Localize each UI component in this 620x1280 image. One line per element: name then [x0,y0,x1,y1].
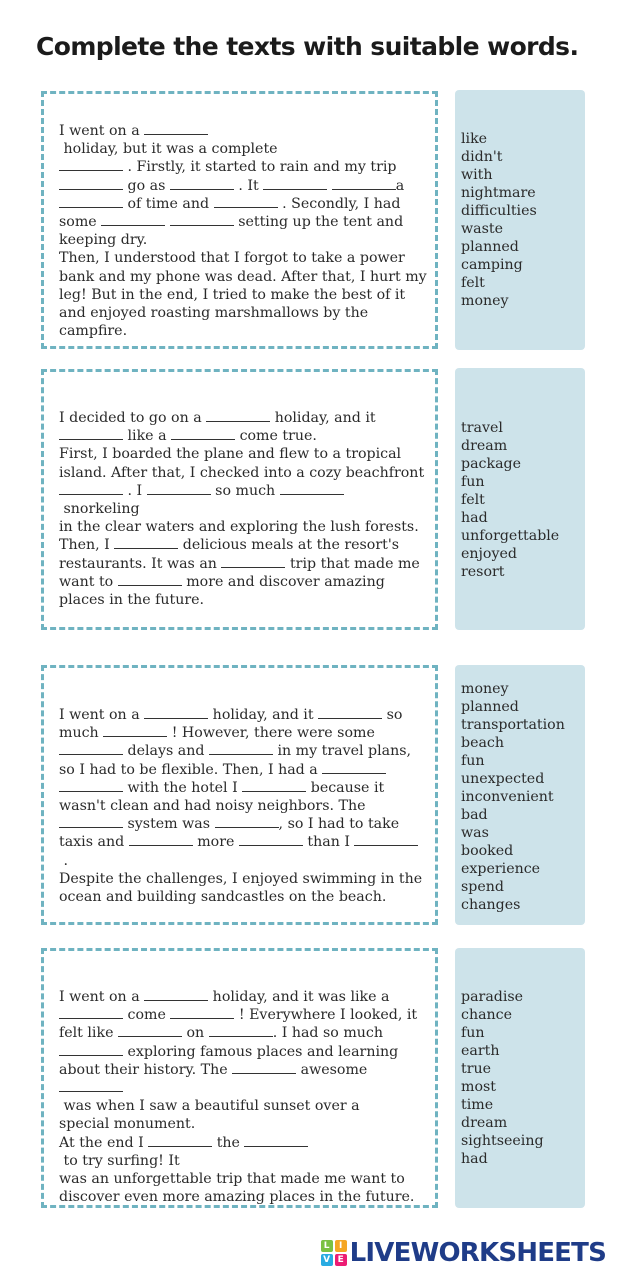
answer-blank[interactable] [59,427,123,440]
text-line [59,409,423,427]
exercise-text-2 [59,409,423,609]
word-option[interactable]: bad [461,807,488,823]
word-option[interactable]: didn't [461,149,503,165]
text-line [59,1115,423,1133]
text-segment: was when I saw a beautiful sunset over a [59,1098,360,1115]
answer-blank[interactable] [214,195,278,208]
word-option[interactable]: inconvenient [461,789,554,805]
word-option[interactable]: dream [461,438,508,454]
answer-blank[interactable] [59,1043,123,1056]
text-segment: ocean and building sandcastles on the beach. [59,889,387,906]
text-box-3 [41,665,438,925]
text-line [59,1079,423,1115]
text-line [59,195,423,213]
answer-blank[interactable] [59,177,123,190]
text-line [59,573,423,591]
text-segment: much [59,725,104,742]
answer-blank[interactable] [263,177,327,190]
answer-blank[interactable] [147,482,211,495]
text-line [59,888,423,906]
text-segment: to try surfing! It [59,1152,180,1169]
word-option[interactable]: planned [461,699,519,715]
answer-blank[interactable] [59,815,123,828]
text-segment: of time and [123,195,214,212]
text-segment: come true. [235,428,317,445]
word-option[interactable]: waste [461,221,503,237]
logo-text: LIVEWORKSHEETS [349,1238,606,1268]
word-list-2 [461,419,559,581]
answer-blank[interactable] [144,988,208,1001]
answer-blank[interactable] [118,1024,182,1037]
text-segment: like a [123,428,172,445]
text-line [59,988,423,1006]
text-line [59,304,423,322]
text-segment: places in the future. [59,592,205,609]
answer-blank[interactable] [209,742,273,755]
answer-blank[interactable] [59,195,123,208]
text-segment: I decided to go on a [59,410,207,426]
text-segment: system was [123,816,215,833]
answer-blank[interactable] [170,177,234,190]
text-segment: At the end I [59,1134,149,1151]
text-line [59,870,423,888]
logo-square-v: V [321,1254,333,1266]
text-segment: go as [123,177,170,194]
word-option[interactable]: transportation [461,717,565,733]
word-option[interactable]: felt [461,275,485,291]
word-option[interactable]: most [461,1079,496,1095]
word-option[interactable]: sightseeing [461,1133,544,1149]
text-segment: exploring famous places and learning [123,1043,399,1060]
answer-blank[interactable] [221,555,285,568]
text-line [59,122,423,158]
word-option[interactable]: changes [461,897,521,913]
text-line [59,427,423,445]
text-segment: more and discover amazing [181,573,385,590]
text-segment: holiday, but it was a complete [59,141,278,158]
text-line [59,464,423,482]
answer-blank[interactable] [332,177,396,190]
text-segment: in the clear waters and exploring the lush forests. [59,519,419,536]
text-line [59,742,423,760]
text-segment: . Firstly, it started to rain and my trip [123,159,397,176]
text-segment: leg! But in the end, I tried to make the best of it [59,286,406,303]
text-segment: I went on a [59,989,145,1005]
text-segment: because it [306,779,385,796]
text-line [59,1134,423,1170]
text-segment: campfire. [59,323,128,340]
word-option[interactable]: fun [461,1025,485,1041]
text-segment: keeping dry. [59,232,148,249]
text-segment: the [212,1134,245,1151]
answer-blank[interactable] [232,1061,296,1074]
answer-blank[interactable] [59,779,123,792]
word-bank-3 [455,665,585,925]
text-line [59,1061,423,1079]
text-line [59,797,423,815]
text-segment: . I had so much [272,1025,384,1042]
answer-blank[interactable] [59,1006,123,1019]
logo-square-e: E [335,1254,347,1266]
liveworksheets-logo [321,1236,606,1270]
text-line [59,1043,423,1061]
exercise-text-3 [59,706,423,906]
answer-blank[interactable] [103,724,167,737]
answer-blank[interactable] [129,833,193,846]
text-box-2 [41,369,438,630]
answer-blank[interactable] [59,742,123,755]
word-option[interactable]: had [461,510,488,526]
answer-blank[interactable] [239,833,303,846]
word-option[interactable]: chance [461,1007,513,1023]
text-line [59,518,423,536]
answer-blank[interactable] [244,1134,308,1147]
text-segment: First, I boarded the plane and flew to a tropical [59,446,402,463]
word-list-4 [461,988,544,1168]
text-line [59,286,423,304]
text-line [59,268,427,286]
text-segment: more [192,834,239,851]
text-segment: about their history. The [59,1061,233,1078]
answer-blank[interactable] [209,1024,273,1037]
text-segment: taxis and [59,834,129,851]
answer-blank[interactable] [242,779,306,792]
answer-blank[interactable] [354,833,418,846]
text-line [59,815,423,833]
text-segment: and enjoyed roasting marshmallows by the [59,305,369,322]
text-segment: Despite the challenges, I enjoyed swimming in the [59,870,423,887]
text-segment: Then, I understood that I forgot to take a power [59,250,405,267]
text-segment: holiday, and it [270,410,376,426]
answer-blank[interactable] [59,158,123,171]
text-line [59,231,423,249]
word-bank-1 [455,90,585,350]
text-line [59,724,423,742]
answer-blank[interactable] [171,427,235,440]
word-option[interactable]: spend [461,879,504,895]
word-option[interactable]: fun [461,753,485,769]
text-line [59,1024,423,1042]
word-option[interactable]: like [461,131,488,147]
text-segment: some [59,214,102,231]
text-line [59,177,423,195]
word-option[interactable]: money [461,293,509,309]
text-segment: holiday, and it [208,707,319,723]
text-segment: island. After that, I checked into a cozy beachfront [59,464,425,481]
text-segment: restaurants. It was an [59,555,222,572]
text-segment: delays and [123,743,209,760]
word-option[interactable]: nightmare [461,185,536,201]
text-segment: come [123,1007,171,1024]
answer-blank[interactable] [322,761,386,774]
logo-squares [321,1240,347,1266]
text-segment: so much [210,482,280,499]
text-segment: felt like [59,1025,118,1042]
word-option[interactable]: dream [461,1115,508,1131]
text-segment: . Secondly, I had [277,195,401,212]
word-option[interactable]: earth [461,1043,500,1059]
text-segment: so [382,707,403,723]
text-segment: on [181,1025,209,1042]
text-segment: wasn't clean and had noisy neighbors. The [59,798,366,815]
word-option[interactable]: unforgettable [461,528,560,544]
word-option[interactable]: travel [461,420,503,436]
text-segment: I went on a [59,707,145,723]
word-bank-2 [455,368,585,630]
text-line [59,555,423,573]
answer-blank[interactable] [59,1079,123,1092]
text-segment: want to [59,573,118,590]
text-segment: ! Everywhere I looked, it [234,1007,418,1024]
word-option[interactable]: was [461,825,489,841]
text-segment: so I had to be flexible. Then, I had a [59,761,323,778]
answer-blank[interactable] [170,1006,234,1019]
word-option[interactable]: difficulties [461,203,537,219]
text-line [59,482,423,518]
word-option[interactable]: package [461,456,522,472]
word-option[interactable]: beach [461,735,505,751]
text-segment: was an unforgettable trip that made me want to [59,1171,405,1188]
word-option[interactable]: fun [461,474,485,490]
text-line [59,322,423,340]
answer-blank[interactable] [318,706,382,719]
exercise-text-4 [59,988,423,1206]
answer-blank[interactable] [101,213,165,226]
word-list-3 [461,680,565,914]
text-segment: discover even more amazing places in the future. [59,1189,415,1206]
word-option[interactable]: experience [461,861,541,877]
text-line [59,761,423,779]
text-line [59,706,423,724]
text-segment: , so I had to take [278,816,400,833]
word-option[interactable]: true [461,1061,492,1077]
text-segment: awesome [296,1061,368,1078]
text-segment: bank and my phone was dead. After that, I hurt my [59,268,427,285]
text-segment: than I [302,834,355,851]
text-line [59,158,423,176]
text-line [59,1170,423,1188]
word-list-1 [461,130,537,310]
text-segment: special monument. [59,1116,196,1133]
logo-square-i: I [335,1240,347,1252]
answer-blank[interactable] [144,706,208,719]
word-option[interactable]: camping [461,257,523,273]
answer-blank[interactable] [280,482,344,495]
answer-blank[interactable] [59,482,123,495]
text-box-1 [41,91,438,349]
text-line [59,591,423,609]
word-option[interactable]: felt [461,492,485,508]
text-segment: with the hotel I [123,779,243,796]
answer-blank[interactable] [206,409,270,422]
answer-blank[interactable] [114,536,178,549]
text-segment: Then, I [59,537,115,554]
text-line [59,213,423,231]
answer-blank[interactable] [170,213,234,226]
logo-square-l: L [321,1240,333,1252]
page-title: Complete the texts with suitable words. [36,32,579,61]
word-option[interactable]: enjoyed [461,546,517,562]
text-segment: . I [123,482,147,499]
word-option[interactable]: unexpected [461,771,545,787]
text-segment: . It [233,177,264,194]
answer-blank[interactable] [148,1134,212,1147]
text-segment: snorkeling [59,501,140,518]
text-segment: setting up the tent and [233,214,404,231]
text-line [59,1188,423,1206]
text-segment: in my travel plans, [272,743,412,760]
text-segment: a [395,177,405,194]
word-option[interactable]: with [461,167,493,183]
word-option[interactable]: planned [461,239,519,255]
text-box-4 [41,948,438,1208]
answer-blank[interactable] [144,122,208,135]
text-line [59,833,423,869]
answer-blank[interactable] [215,815,279,828]
text-segment: holiday, and it was like a [208,989,390,1005]
text-line [59,1006,423,1024]
word-option[interactable]: booked [461,843,514,859]
text-segment: trip that made me [285,555,420,572]
text-segment: I went on a [59,123,145,139]
word-option[interactable]: money [461,681,509,697]
word-option[interactable]: time [461,1097,494,1113]
answer-blank[interactable] [118,573,182,586]
text-segment: ! However, there were some [167,725,375,742]
exercise-text-1 [59,122,427,340]
word-option[interactable]: resort [461,564,505,580]
text-line [59,779,423,797]
text-line [59,249,423,267]
text-segment: . [59,852,69,869]
word-option[interactable]: had [461,1151,488,1167]
text-segment: delicious meals at the resort's [178,537,400,554]
word-bank-4 [455,948,585,1208]
word-option[interactable]: paradise [461,989,524,1005]
text-line [59,536,423,554]
text-line [59,445,423,463]
